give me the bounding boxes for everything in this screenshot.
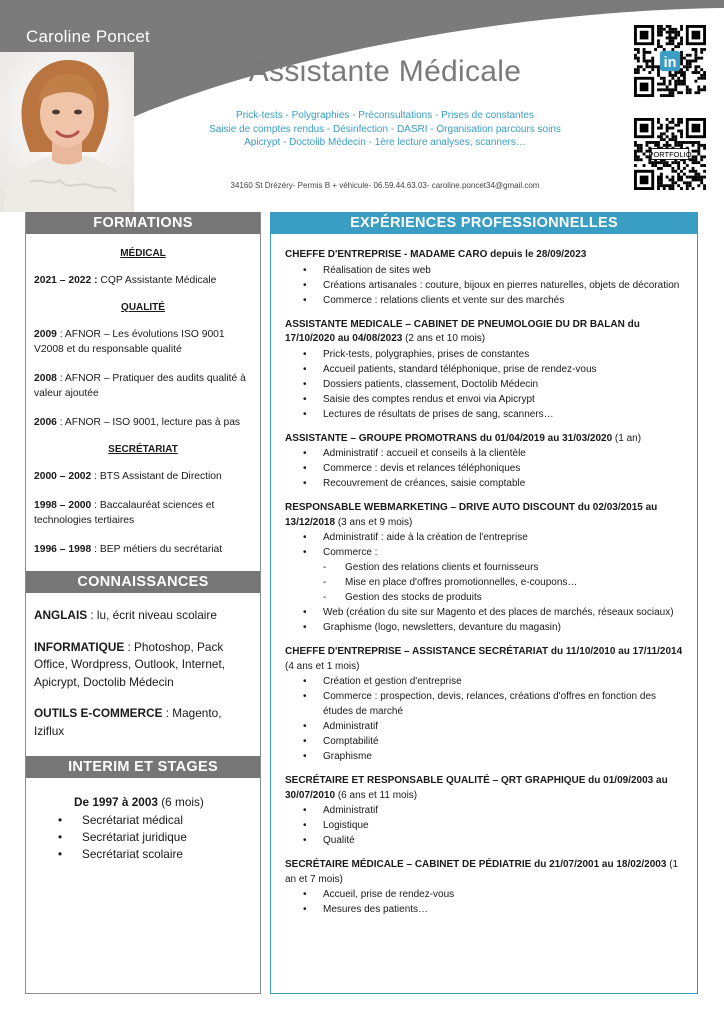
linkedin-icon: in [663, 55, 677, 72]
formation-entry [34, 469, 252, 484]
experience-task [303, 749, 683, 764]
knowledge-item [34, 705, 252, 740]
experience-entry [285, 858, 683, 917]
experience-task-text: Commerce : prospection, devis, relances, créations d'offres en fonction des études de marché [323, 691, 657, 717]
formation-date: 1996 – 1998 [34, 544, 92, 555]
experience-task [303, 446, 683, 461]
experience-task [303, 803, 683, 818]
experience-title [285, 248, 683, 263]
formation-entry [34, 327, 252, 357]
job-title: Assistante Médicale [248, 55, 522, 88]
formation-date: 2021 – 2022 : [34, 275, 98, 286]
formations-header: FORMATIONS [26, 212, 260, 234]
profile-photo [0, 52, 134, 212]
experience-task [303, 347, 683, 362]
experience-task-text: Administratif [323, 721, 379, 732]
experience-task [303, 902, 683, 917]
experience-title-text: SECRÉTAIRE MÉDICALE – CABINET DE PÉDIATRIE du 21/07/2001 au 18/02/2003 [285, 859, 667, 870]
experience-title [285, 858, 683, 887]
linkedin-qr-code[interactable] [634, 25, 706, 97]
experience-task-text: Prick-tests, polygraphies, prises de constantes [323, 348, 530, 360]
formation-group-heading: SECRÉTARIAT [108, 444, 178, 455]
experience-entry [285, 432, 683, 492]
experience-task [303, 293, 683, 308]
experience-task-text: Logistique [323, 820, 369, 831]
experience-task-text: Lectures de résultats de prises de sang, scanners… [323, 408, 554, 420]
portfolio-label: PORTFOLIO [648, 149, 692, 159]
interim-body [26, 794, 260, 863]
formation-text: : BEP métiers du secrétariat [91, 544, 223, 555]
experience-tasks [285, 803, 683, 848]
experience-task-text: Saisie des comptes rendus et envoi via Apicrypt [323, 393, 535, 405]
experience-tasks [285, 530, 683, 635]
experience-task-text: Qualité [323, 835, 355, 846]
experience-task-text: Commerce : relations clients et vente sur des marchés [323, 294, 565, 306]
formation-entry [34, 415, 252, 430]
experience-title-text: CHEFFE D'ENTREPRISE – ASSISTANCE SECRÉTARIAT du 11/10/2010 au 17/11/2014 [285, 646, 683, 657]
connaissances-header: CONNAISSANCES [26, 571, 260, 593]
knowledge-label: OUTILS E-COMMERCE [34, 706, 163, 720]
skills-keywords [150, 109, 620, 150]
experiences-header: EXPÉRIENCES PROFESSIONNELLES [271, 212, 697, 234]
experiences-list [271, 234, 697, 917]
formation-entry [34, 542, 252, 557]
experience-task [303, 818, 683, 833]
portfolio-qr-code[interactable] [634, 118, 706, 190]
experience-duration: (1 an) [612, 432, 642, 444]
experience-tasks [285, 674, 683, 764]
connaissances-body [26, 607, 260, 740]
interim-period-duration: (6 mois) [157, 795, 204, 809]
interim-period-dates: De 1997 à 2003 [74, 795, 158, 809]
formations-body [26, 248, 260, 557]
formation-text: : BTS Assistant de Direction [91, 471, 222, 482]
formation-entry [34, 371, 252, 401]
experience-entry [285, 318, 683, 422]
experience-task [303, 392, 683, 407]
experience-task [303, 605, 683, 620]
experience-duration: (1 an et 7 mois) [285, 859, 679, 885]
experience-task [303, 674, 683, 689]
knowledge-text: : Magento, Iziflux [34, 706, 222, 738]
experience-task [303, 620, 683, 635]
experience-task-text: Web (création du site sur Magento et des places de marchés, réseaux sociaux) [323, 607, 674, 618]
experience-duration: (6 ans et 11 mois) [335, 789, 418, 801]
experience-duration: (2 ans et 10 mois) [402, 333, 486, 344]
right-column [270, 212, 698, 994]
formation-entry [34, 498, 252, 528]
interim-item: • Secrétariat juridique [58, 829, 252, 846]
knowledge-text: : lu, écrit niveau scolaire [87, 608, 217, 622]
knowledge-label: INFORMATIQUE [34, 639, 125, 654]
knowledge-text: : Photoshop, Pack Office, Wordpress, Outlook, Internet, Apicrypt, Doctolib Médecin [34, 639, 226, 689]
experience-title [285, 432, 683, 447]
candidate-name: Caroline Poncet [26, 27, 150, 46]
experience-task-text: Réalisation de sites web [323, 264, 431, 276]
formation-text: : AFNOR – Les évolutions ISO 9001 V2008 et du responsable qualité [34, 329, 225, 355]
experience-task [303, 476, 683, 491]
experience-task [303, 461, 683, 476]
formation-date: 2000 – 2002 [34, 471, 92, 482]
experience-task-text: Graphisme [323, 751, 372, 762]
experience-title-text: ASSISTANTE – GROUPE PROMOTRANS du 01/04/2019 au 31/03/2020 [285, 432, 613, 444]
experience-tasks [285, 887, 683, 917]
knowledge-item [34, 639, 252, 692]
experience-title [285, 774, 683, 803]
experience-task-text: Graphisme (logo, newsletters, devanture du magasin) [323, 622, 561, 633]
experience-task-text: Administratif : accueil et conseils à la clientèle [323, 448, 526, 459]
experience-task [303, 545, 683, 605]
experience-tasks [285, 263, 683, 308]
experience-entry [285, 248, 683, 308]
experience-duration: (3 ans et 9 mois) [335, 516, 413, 528]
experience-task-text: Création et gestion d'entreprise [323, 676, 462, 687]
formation-text: : AFNOR – Pratiquer des audits qualité à valeur ajoutée [34, 373, 246, 399]
contact-info: 34160 St Drézéry- Permis B + véhicule- 06.59.44.63.03- caroline.poncet34@gmail.com [230, 181, 540, 190]
experience-task-text: Administratif [323, 805, 379, 816]
formation-text: : Baccalauréat sciences et technologies tertiaires [34, 500, 215, 526]
experience-task-text: Administratif : aide à la création de l'entreprise [323, 532, 528, 543]
keywords-line: Apicrypt - Doctolib Médecin - 1ère lecture analyses, scanners… [244, 137, 526, 148]
formation-text: CQP Assistante Médicale [97, 275, 217, 286]
formation-entry [34, 273, 252, 288]
experience-task-text: Accueil, prise de rendez-vous [323, 889, 455, 900]
formation-date: 2008 [34, 373, 57, 384]
experience-task [303, 407, 683, 422]
experience-task-text: Créations artisanales : couture, bijoux en pierres naturelles, objets de décoration [323, 279, 680, 291]
experience-title-text: CHEFFE D'ENTREPRISE - MADAME CARO depuis le 28/09/2023 [285, 249, 587, 260]
experience-tasks [285, 446, 683, 491]
experience-subtasks [323, 560, 683, 605]
experience-task [303, 377, 683, 392]
experience-title-text: ASSISTANTE MEDICALE – CABINET DE PNEUMOLOGIE DU DR BALAN du 17/10/2020 au 04/08/2023 [285, 318, 640, 344]
experience-task [303, 278, 683, 293]
formation-date: 2009 [34, 329, 57, 340]
experience-title [285, 501, 683, 530]
experience-entry [285, 774, 683, 848]
knowledge-item [34, 607, 252, 625]
experience-task-text: Dossiers patients, classement, Doctolib Médecin [323, 378, 539, 390]
experience-title [285, 318, 683, 347]
experience-title [285, 645, 683, 674]
formation-group-heading: MÉDICAL [120, 248, 166, 259]
keywords-line: Prick-tests - Polygraphies - Préconsultations - Prises de constantes [236, 110, 534, 121]
formation-group-heading: QUALITÉ [121, 302, 165, 313]
experience-task-text: Accueil patients, standard téléphonique, prise de rendez-vous [323, 363, 597, 375]
experience-task [303, 530, 683, 545]
experience-subtask: - Mise en place d'offres promotionnelles, e-coupons… [323, 575, 683, 590]
experience-tasks [285, 347, 683, 422]
experience-subtask: - Gestion des relations clients et fournisseurs [323, 560, 683, 575]
experience-task [303, 362, 683, 377]
experience-task [303, 887, 683, 902]
formation-date: 1998 – 2000 [34, 500, 92, 511]
experience-task-text: Recouvrement de créances, saisie comptable [323, 478, 526, 489]
left-column [25, 212, 261, 994]
keywords-line: Saisie de comptes rendus - Désinfection - DASRI - Organisation parcours soins [209, 123, 561, 135]
interim-item: • Secrétariat scolaire [58, 846, 252, 863]
experience-task [303, 689, 683, 719]
experience-task-text: Commerce : [323, 547, 378, 558]
experience-entry [285, 645, 683, 764]
experience-task [303, 719, 683, 734]
experience-title-text: RESPONSABLE WEBMARKETING – DRIVE AUTO DISCOUNT du 02/03/2015 au 13/12/2018 [285, 502, 658, 528]
experience-task [303, 263, 683, 278]
experience-task-text: Commerce : devis et relances téléphoniques [323, 463, 521, 474]
interim-item: • Secrétariat médical [58, 812, 252, 829]
experience-title-text: SECRÉTAIRE ET RESPONSABLE QUALITÉ – QRT GRAPHIQUE du 01/09/2003 au 30/07/2010 [285, 775, 668, 801]
experience-task [303, 734, 683, 749]
experience-duration: (4 ans et 1 mois) [285, 660, 360, 672]
interim-list [58, 812, 252, 863]
interim-header: INTERIM ET STAGES [26, 756, 260, 778]
experience-subtask: - Gestion des stocks de produits [323, 590, 683, 605]
formation-date: 2006 [34, 417, 57, 428]
experience-entry [285, 501, 683, 635]
knowledge-label: ANGLAIS [34, 608, 88, 622]
experience-task-text: Comptabilité [323, 736, 379, 747]
formation-text: : AFNOR – ISO 9001, lecture pas à pas [56, 417, 241, 428]
experience-task [303, 833, 683, 848]
experience-task-text: Mesures des patients… [323, 904, 429, 915]
interim-period [74, 794, 252, 812]
